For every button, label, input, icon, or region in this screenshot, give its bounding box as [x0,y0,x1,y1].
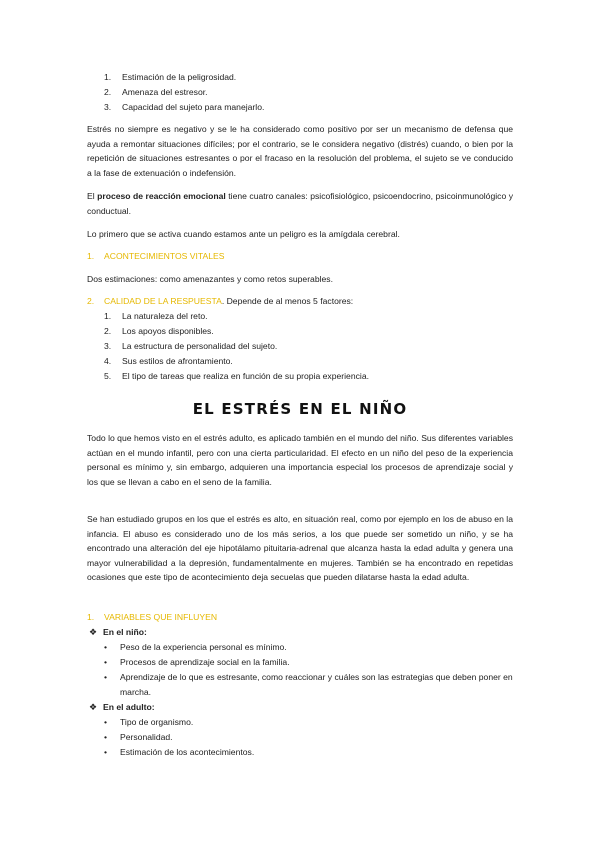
list-item: • Estimación de los acontecimientos. [104,745,520,760]
page-title: EL ESTRÉS EN EL NIÑO [192,400,408,418]
list-factores [104,309,369,384]
paragraph-dos-estimaciones: Dos estimaciones: como amenazantes y como retos superables. [87,274,333,284]
diamond-bullet-icon: ❖ [89,627,98,637]
list-item: • Tipo de organismo. [104,715,520,730]
list-item: • Procesos de aprendizaje social en la familia. [104,655,520,670]
list-item: 1. Estimación de la peligrosidad. [104,72,237,82]
list-estimaciones [104,70,264,115]
paragraph-amigdala: Lo primero que se activa cuando estamos ante un peligro es la amígdala cerebral. [87,229,400,239]
list-item: 4. Sus estilos de afrontamiento. [104,356,233,366]
diamond-bullet-icon: ❖ [89,702,98,712]
section-heading-acontecimientos: 1. ACONTECIMIENTOS VITALES [87,251,225,261]
subheading-nino: ❖ En el niño: [89,627,147,637]
list-item: 2. Los apoyos disponibles. [104,326,214,336]
list-item: • Peso de la experiencia personal es mínimo. [104,640,520,655]
list-adulto [104,715,520,760]
bullet-icon: • [104,642,108,652]
list-item: 1. La naturaleza del reto. [104,311,208,321]
list-item: 3. La estructura de personalidad del sujeto. [104,341,278,351]
section-heading-calidad: 2. CALIDAD DE LA RESPUESTA. Depende de al menos 5 factores: [87,296,354,306]
list-item: 5. El tipo de tareas que realiza en función de su propia experiencia. [104,371,369,381]
list-item: • Personalidad. [104,730,520,745]
paragraph-estres-nino: Todo lo que hemos visto en el estrés adulto, es aplicado también en el mundo del niño. Sus diferentes variables actúan en el mundo infantil, pero con una cierta particularidad. El efecto en un niño del peso de la experiencia personal es mínimo y, sin embargo, adquieren una importancia especial los procesos de aprendizaje social y los que se llevan a cabo en el seno de la familia. [87,433,513,487]
list-item: 3. Capacidad del sujeto para manejarlo. [104,102,265,112]
bold-term: proceso de reacción emocional [97,191,226,201]
bullet-icon: • [104,672,108,682]
subheading-adulto: ❖ En el adulto: [89,702,155,712]
paragraph-proceso-reaccion: El proceso de reacción emocional tiene cuatro canales: psicofisiológico, psicoendocrino, psicoinmunológico y conductual. [87,191,513,216]
bullet-icon: • [104,717,108,727]
list-item: 2. Amenaza del estresor. [104,87,208,97]
section-heading-variables: 1. VARIABLES QUE INFLUYEN [87,612,218,622]
bullet-icon: • [104,657,108,667]
list-nino [104,640,520,700]
list-item: • Aprendizaje de lo que es estresante, como reaccionar y cuáles son las estrategias que deben poner en marcha. [104,672,513,697]
paragraph-abuso: Se han estudiado grupos en los que el estrés es alto, en situación real, como por ejemplo en los de abuso en la infancia. El abuso es considerado uno de los más serios, a los que puede ser sometido un niño, y se ha encontrado una alteración del eje hipotálamo pituitaria-adrenal que alcanza hasta la edad adulta y genera una mayor vulnerabilidad a la depresión, fundamentalmente en mujeres. También se ha encontrado en repetidas ocasiones que este tipo de acontecimiento deja secuelas que pueden dilatarse hasta la edad adulta. [87,514,513,583]
paragraph-estres-positivo: Estrés no siempre es negativo y se le ha considerado como positivo por ser un mecanismo de defensa que ayuda a remontar situaciones difíciles; por el contrario, se le considera negativo (distrés) cuando, o bien por la repetición de situaciones estresantes o por el fracaso en la resolución del problema, el sujeto se ve conducido a la fase de extenuación o indefensión. [87,124,513,178]
bullet-icon: • [104,732,108,742]
bullet-icon: • [104,747,108,757]
